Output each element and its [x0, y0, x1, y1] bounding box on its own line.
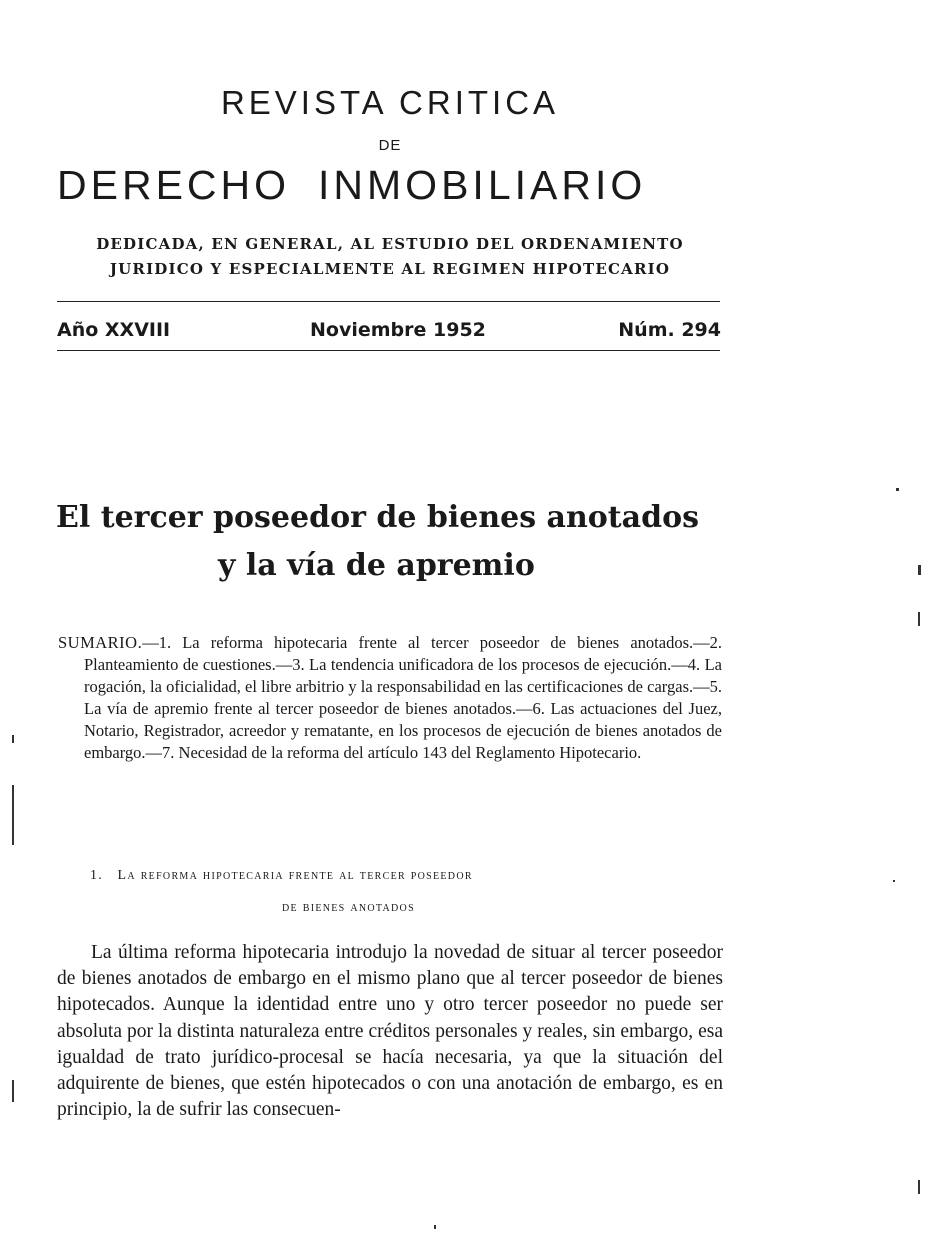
issue-year: Año XXVIII	[57, 319, 171, 341]
body-paragraph: La última reforma hipotecaria introdujo la novedad de situar al tercer poseedor de bienes anotados de embargo en el mismo plano que al tercer poseedor de bienes hipotecados. Aunque la identidad entre uno y otro tercer poseedor no puede ser absoluta por la distinta naturaleza entre créditos personales y reales, sin embargo, esa igualdad de trato jurídico-procesal se hacía necesaria, ya que la situación del adquirente de bienes, que estén hipotecados o con una anotación de embargo, es en principio, la de sufrir las consecuen-	[57, 942, 723, 1121]
article-summary	[58, 632, 722, 764]
journal-title-connector: DE	[378, 137, 402, 154]
article-title	[56, 494, 726, 590]
scan-speck	[12, 785, 14, 845]
issue-number: Núm. 294	[618, 319, 721, 341]
section-heading-text1: La reforma hipotecaria frente al tercer poseedor	[117, 868, 473, 883]
summary-text: —1. La reforma hipotecaria frente al tercer poseedor de bienes anotados.—2. Planteamiento de cuestiones.—3. La tendencia unificadora de los procesos de ejecución.—4. La rogación, la oficialidad, el libre arbitrio y la responsabilidad en las certificaciones de cargas.—5. La vía de apremio frente al tercer poseedor de bienes anotados.—6. Las actuaciones del Juez, Notario, Registrador, acreedor y rematante, en los procesos de ejecución de bienes anotados de embargo.—7. Necesidad de la reforma del artículo 143 del Reglamento Hipotecario.	[84, 633, 722, 762]
section-heading	[90, 860, 710, 924]
section-heading-line1	[90, 860, 710, 892]
divider-top	[57, 301, 720, 302]
scan-speck	[918, 1180, 920, 1194]
scan-speck	[896, 488, 899, 491]
summary-label: SUMARIO.	[58, 633, 143, 652]
dedication-line2: JURIDICO Y ESPECIALMENTE AL REGIMEN HIPOTECARIO	[109, 260, 671, 278]
section-heading-line2: de bienes anotados	[282, 900, 415, 915]
divider-bottom	[57, 350, 720, 351]
scan-speck	[434, 1225, 436, 1229]
article-title-line1: El tercer poseedor de bienes anotados	[56, 500, 699, 535]
scan-speck	[893, 880, 895, 882]
journal-dedication	[58, 232, 722, 282]
journal-title-line1: REVISTA CRITICA	[220, 84, 560, 121]
scan-speck	[918, 612, 920, 626]
article-title-line2: y la vía de apremio	[218, 548, 535, 583]
scan-speck	[12, 1080, 14, 1102]
journal-title-line2	[57, 162, 723, 209]
journal-title-word-inmobiliario: INMOBILIARIO	[318, 162, 647, 208]
issue-date: Noviembre 1952	[310, 319, 486, 341]
scan-speck	[12, 735, 14, 743]
scan-speck	[918, 565, 921, 575]
journal-title-word-derecho: DERECHO	[57, 162, 291, 208]
section-number: 1.	[90, 868, 104, 883]
dedication-line1: DEDICADA, EN GENERAL, AL ESTUDIO DEL ORDENAMIENTO	[96, 235, 684, 253]
